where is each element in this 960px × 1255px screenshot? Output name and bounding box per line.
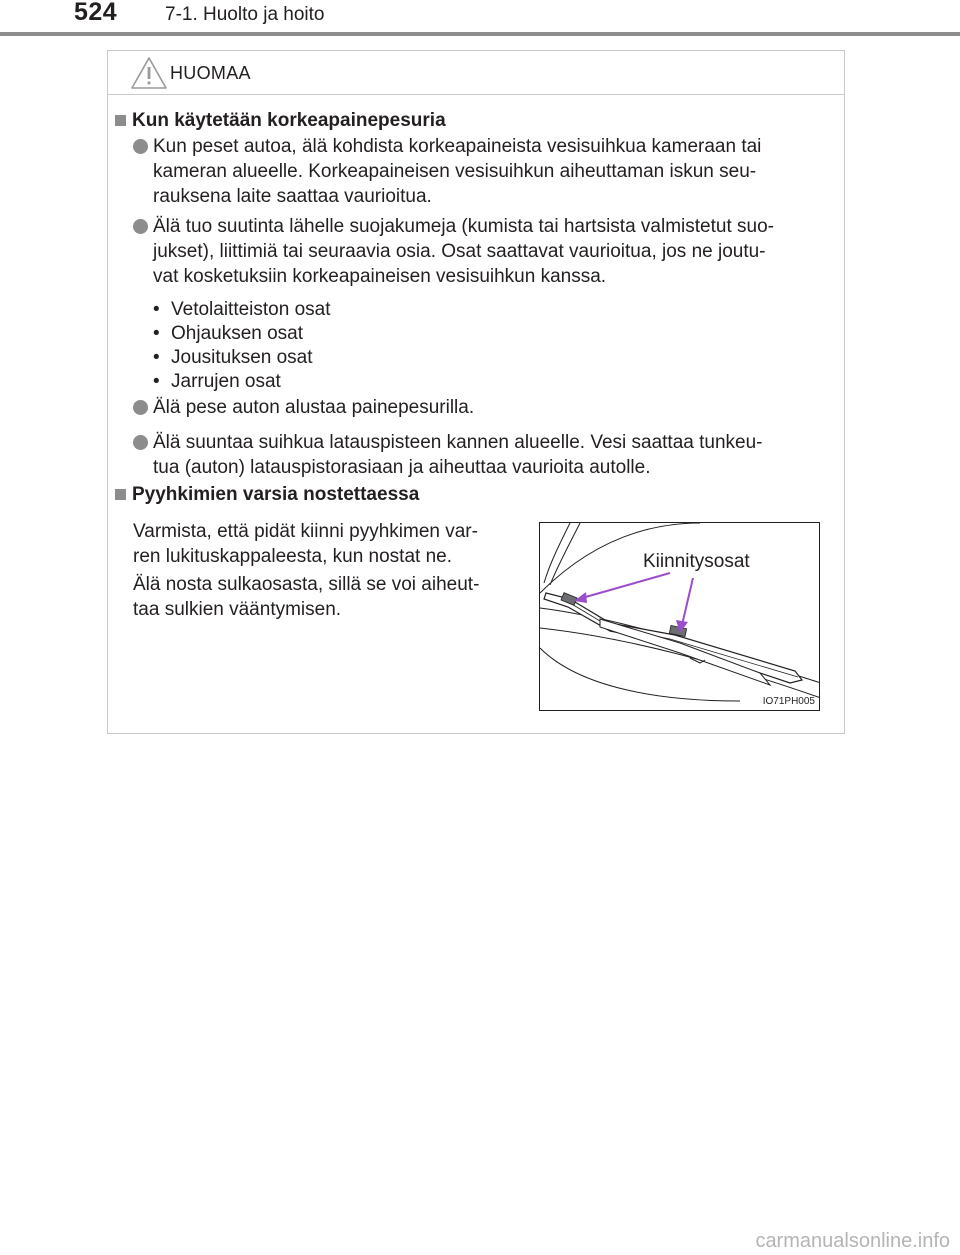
sub-item-bullet: •	[153, 323, 160, 344]
notice-label: HUOMAA	[170, 63, 251, 83]
bullet-line: Älä suuntaa suihkua latauspisteen kannen alueelle. Vesi saattaa tunkeu-	[153, 432, 763, 453]
sub-item: Vetolaitteiston osat	[171, 299, 331, 320]
bullet-line: rauksena laite saattaa vaurioitua.	[153, 186, 432, 207]
bullet-dot	[133, 219, 148, 234]
paragraph-line: Varmista, että pidät kiinni pyyhkimen var-	[133, 521, 478, 542]
section-title: 7-1. Huolto ja hoito	[165, 4, 325, 25]
bullet-line: Älä tuo suutinta lähelle suojakumeja (kumista tai hartsista valmistetut suo-	[153, 216, 774, 237]
bullet-dot	[133, 139, 148, 154]
bullet-dot	[133, 435, 148, 450]
header-divider	[0, 32, 960, 36]
page-number: 524	[74, 0, 118, 26]
watermark: carmanualsonline.info	[755, 1230, 950, 1252]
bullet-line: Kun peset autoa, älä kohdista korkeapaineista vesisuihkua kameraan tai	[153, 136, 762, 157]
bullet-line: vat kosketuksiin korkeapaineisen vesisuihkun kanssa.	[153, 266, 607, 287]
warning-triangle-icon	[130, 56, 168, 90]
bullet-line: tua (auton) latauspistorasiaan ja aiheuttaa vaurioita autolle.	[153, 457, 651, 478]
figure-code: IO71PH005	[762, 696, 815, 707]
section-marker	[115, 115, 126, 126]
section-heading-pressure-washer: Kun käytetään korkeapainepesuria	[132, 110, 446, 131]
bullet-dot	[133, 400, 148, 415]
bullet-line: Älä pese auton alustaa painepesurilla.	[153, 397, 475, 418]
paragraph-line: Älä nosta sulkaosasta, sillä se voi aiheut-	[133, 574, 480, 595]
sub-item: Ohjauksen osat	[171, 323, 304, 344]
bullet-line: kameran alueelle. Korkeapaineisen vesisuihkun aiheuttaman iskun seu-	[153, 161, 757, 182]
figure-callout-label: Kiinnitysosat	[643, 551, 750, 572]
page-header	[0, 0, 960, 40]
section-heading-wiper-arms: Pyyhkimien varsia nostettaessa	[132, 484, 420, 505]
paragraph-line: ren lukituskappaleesta, kun nostat ne.	[133, 546, 452, 567]
notice-header	[108, 51, 844, 95]
sub-item: Jousituksen osat	[171, 347, 313, 368]
sub-item-bullet: •	[153, 371, 160, 392]
sub-item: Jarrujen osat	[171, 371, 281, 392]
section-marker	[115, 489, 126, 500]
paragraph-line: taa sulkien vääntymisen.	[133, 599, 342, 620]
bullet-line: jukset), liittimiä tai seuraavia osia. Osat saattavat vaurioitua, jos ne joutu-	[153, 241, 766, 262]
sub-item-bullet: •	[153, 347, 160, 368]
sub-item-bullet: •	[153, 299, 160, 320]
